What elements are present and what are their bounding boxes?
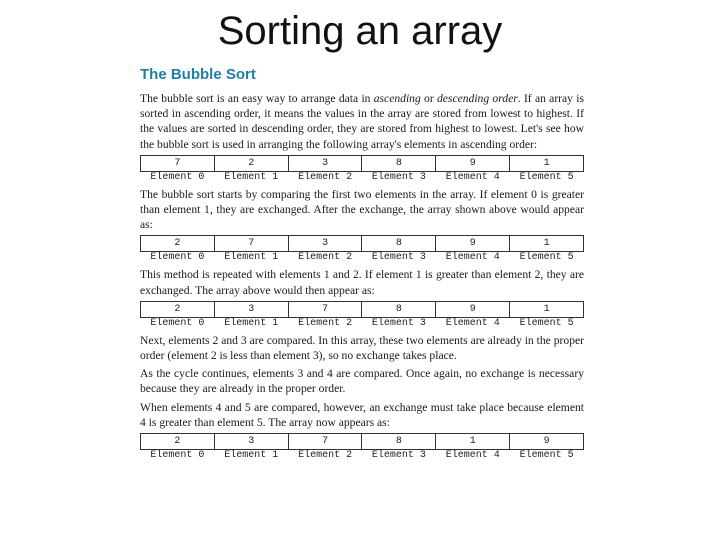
element-label: Element 0 [150, 450, 205, 462]
element-label: Element 1 [224, 450, 279, 462]
array-value: 7 [214, 236, 288, 252]
paragraph-final-exchange: When elements 4 and 5 are compared, however, an exchange must take place because element 4 is greater than element 5. The array now appears as: [140, 400, 584, 429]
array-value: 3 [288, 236, 362, 252]
array-value: 1 [436, 434, 510, 450]
array-value: 8 [362, 301, 436, 317]
element-label: Element 0 [150, 317, 205, 329]
array-value: 3 [214, 301, 288, 317]
array-value: 2 [214, 155, 288, 171]
element-label: Element 2 [298, 317, 353, 329]
array-value: 2 [141, 301, 215, 317]
paragraph-no-exchange-3-4: As the cycle continues, elements 3 and 4 are compared. Once again, no exchange is necessary because they are already in the proper order. [140, 367, 584, 396]
element-label: Element 2 [298, 252, 353, 264]
array-value: 1 [510, 301, 584, 317]
element-label: Element 3 [371, 317, 426, 329]
array-table-after-second-swap [140, 301, 584, 330]
array-value: 9 [436, 301, 510, 317]
element-label: Element 3 [371, 450, 426, 462]
element-label: Element 5 [519, 317, 574, 329]
element-label: Element 3 [371, 252, 426, 264]
array-table-after-first-swap [140, 235, 584, 264]
array-value: 9 [510, 434, 584, 450]
array-table-after-final-swap [140, 433, 584, 462]
paragraph-no-exchange-2-3: Next, elements 2 and 3 are compared. In this array, these two elements are already in the proper order (element 2 is less than element 3), so no exchange takes place. [140, 333, 584, 363]
element-label: Element 1 [224, 317, 279, 329]
array-value: 9 [436, 236, 510, 252]
element-label: Element 0 [150, 252, 205, 264]
element-label: Element 2 [298, 171, 353, 183]
section-heading: The Bubble Sort [140, 66, 256, 83]
paragraph-second-exchange: This method is repeated with elements 1 and 2. If element 1 is greater than element 2, they are exchanged. The array above would then appear as: [140, 268, 584, 297]
array-value: 2 [141, 236, 215, 252]
element-label: Element 5 [519, 252, 574, 264]
element-label: Element 5 [519, 450, 574, 462]
array-value: 7 [141, 155, 215, 171]
array-value: 3 [214, 434, 288, 450]
element-label: Element 0 [150, 171, 205, 183]
array-value: 7 [288, 301, 362, 317]
array-value: 1 [510, 155, 584, 171]
element-label: Element 4 [445, 252, 500, 264]
element-label: Element 5 [519, 171, 574, 183]
element-label: Element 2 [298, 450, 353, 462]
element-label: Element 1 [224, 252, 279, 264]
paragraph-first-exchange: The bubble sort starts by comparing the first two elements in the array. If element 0 is greater than element 1, they are exchanged. After the exchange, the array shown above would appear as: [140, 187, 584, 232]
array-value: 8 [362, 236, 436, 252]
element-label: Element 4 [445, 450, 500, 462]
element-label: Element 1 [224, 171, 279, 183]
array-value: 2 [141, 434, 215, 450]
document-excerpt [140, 66, 584, 465]
array-value: 1 [510, 236, 584, 252]
element-label: Element 3 [371, 171, 426, 183]
array-value: 3 [288, 155, 362, 171]
element-label: Element 4 [445, 317, 500, 329]
array-value: 9 [436, 155, 510, 171]
slide-title: Sorting an array [217, 9, 503, 53]
array-value: 8 [362, 155, 436, 171]
element-label: Element 4 [445, 171, 500, 183]
intro-paragraph: The bubble sort is an easy way to arrange data in ascending or descending order. If an array is sorted in ascending order, it means the values in the array are stored from lowest to highest. If the values are sorted in descending order, they are stored from highest to lowest. Let's see how the bubble sort is used in arranging the following array's elements in ascending order: [140, 92, 584, 151]
array-table-initial [140, 155, 584, 184]
array-value: 8 [362, 434, 436, 450]
array-value: 7 [288, 434, 362, 450]
